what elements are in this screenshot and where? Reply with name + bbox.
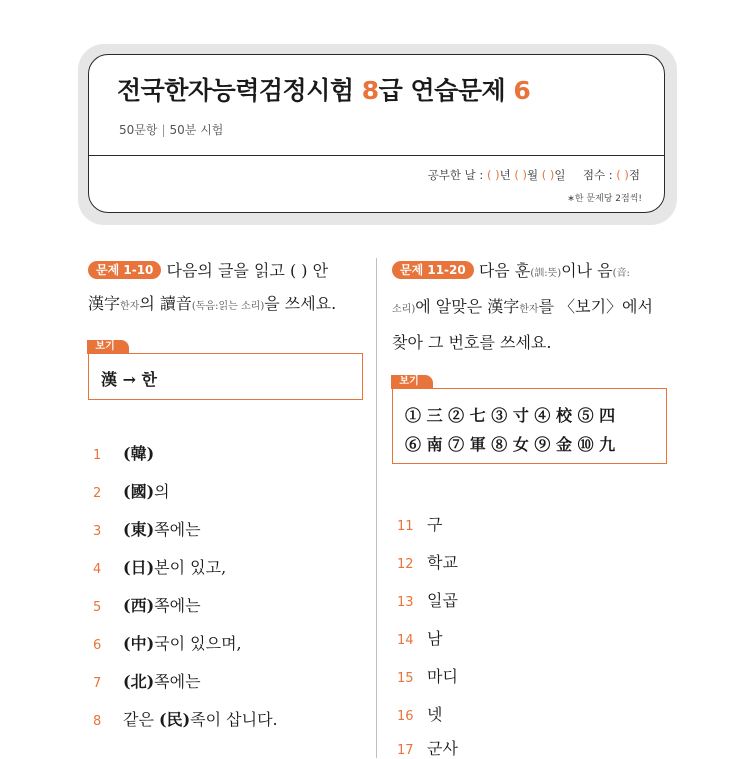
instruction-reading-gloss: (독음:읽는 소리) (191, 301, 265, 312)
question-item-4: 4 (日)본이 있고, (93, 558, 227, 577)
question-text: 학교 (427, 553, 458, 572)
day-label: 일 (554, 168, 566, 182)
question-hanja: (韓) (123, 444, 155, 463)
question-text: 일곱 (427, 591, 458, 610)
instruction-line-1a: 다음 훈 (478, 261, 531, 280)
question-badge-11-20: 문제 11-20 (392, 261, 474, 279)
example-text: 漢 → 한 (101, 370, 158, 389)
question-item-6: 6 (中)국이 있으며, (93, 634, 242, 653)
question-number: 4 (93, 562, 102, 577)
example-box-left (88, 341, 363, 400)
question-hanja: (東) (123, 520, 155, 539)
example-choices-row-2: ⑥ 南 ⑦ 軍 ⑧ 女 ⑨ 金 ⑩ 九 (405, 435, 616, 454)
points-note: ∗한 문제당 2점씩! (567, 194, 642, 204)
month-label: 월 (527, 168, 539, 182)
question-text: 마디 (427, 667, 458, 686)
title-practice: 연습문제 (410, 76, 506, 105)
question-item-1 (93, 441, 154, 464)
question-number: 6 (93, 638, 102, 653)
question-number: 8 (93, 714, 102, 729)
instruction-sound-gloss-end: 소리) (392, 304, 416, 315)
example-choices-row-1: ① 三 ② 七 ③ 寸 ④ 校 ⑤ 四 (405, 406, 616, 425)
instruction-sound-gloss: (音: (612, 268, 630, 279)
question-item-3: 3 (東)쪽에는 (93, 520, 201, 539)
question-number: 12 (397, 557, 414, 572)
question-1-10-instructions (88, 254, 373, 323)
score-field[interactable]: ( ) (616, 168, 629, 182)
question-item-16 (397, 702, 442, 725)
title-grade-suffix: 급 (378, 76, 403, 105)
question-hanja: (中) (123, 634, 155, 653)
question-number: 17 (397, 743, 414, 758)
question-number: 3 (93, 524, 102, 539)
question-item-17 (397, 736, 458, 759)
title-main: 전국한자능력검정시험 (117, 76, 354, 105)
question-text: 남 (427, 629, 443, 648)
instruction-hanja: 漢字 (487, 297, 520, 316)
question-item-12 (397, 550, 458, 573)
score-unit: 점 (628, 168, 640, 182)
instruction-meaning-gloss: (訓:뜻) (530, 268, 562, 279)
column-divider (376, 258, 377, 758)
year-field[interactable]: ( ) (486, 168, 500, 182)
question-hanja: (西) (123, 596, 155, 615)
question-hanja: (日) (123, 558, 155, 577)
instruction-particle: 의 (139, 294, 160, 313)
example-box-right (392, 376, 667, 464)
study-day-label: 공부한 날 : (427, 168, 484, 182)
instruction-line-1: 다음의 글을 읽고 ( ) 안 (166, 261, 329, 280)
question-badge-1-10: 문제 1-10 (88, 261, 161, 279)
month-field[interactable]: ( ) (514, 168, 528, 182)
question-item-5: 5 (西)쪽에는 (93, 596, 201, 615)
question-item-2: 2 (國)의 (93, 482, 170, 501)
question-hanja: (民) (159, 710, 191, 729)
question-text: 군사 (427, 739, 458, 758)
question-hanja: (國) (123, 482, 155, 501)
year-label: 년 (499, 168, 511, 182)
instruction-line-2b: 에 알맞은 (415, 297, 488, 316)
question-number: 14 (397, 633, 414, 648)
question-item-14 (397, 626, 442, 649)
question-text: 구 (427, 515, 443, 534)
instruction-line-2e: 를 〈보기〉에서 (538, 297, 653, 316)
question-item-11 (397, 512, 442, 535)
example-label: 보기 (391, 375, 432, 389)
question-item-13 (397, 588, 458, 611)
instruction-hanja: 漢字 (88, 294, 121, 313)
question-number: 1 (93, 448, 102, 463)
question-count: 50문항 (119, 123, 158, 137)
instruction-line-1c: 이나 음 (561, 261, 613, 280)
question-number: 11 (397, 519, 414, 534)
example-label: 보기 (87, 340, 128, 354)
instruction-reading: 讀音 (159, 294, 192, 313)
day-field[interactable]: ( ) (541, 168, 555, 182)
page-title (117, 71, 530, 107)
question-number: 16 (397, 709, 414, 724)
study-date-row (428, 167, 640, 183)
instruction-end: 을 쓰세요. (264, 294, 337, 313)
title-grade: 8 (361, 76, 379, 105)
header-divider (89, 155, 664, 156)
question-11-20-instructions (392, 254, 682, 359)
question-number: 15 (397, 671, 414, 686)
header-card (88, 54, 665, 213)
exam-info: 50문항 | 50분 시험 (119, 123, 224, 137)
question-number: 13 (397, 595, 414, 610)
question-number: 5 (93, 600, 102, 615)
instruction-hanja-gloss: 한자 (519, 304, 539, 315)
question-item-15 (397, 664, 458, 687)
title-set-number: 6 (513, 76, 531, 105)
exam-time: 50분 시험 (169, 123, 224, 137)
question-text: 넷 (427, 705, 443, 724)
instruction-hanja-gloss: 한자 (120, 301, 140, 312)
question-item-7: 7 (北)쪽에는 (93, 672, 201, 691)
instruction-line-3: 찾아 그 번호를 쓰세요. (392, 333, 552, 352)
question-number: 7 (93, 676, 102, 691)
score-label: 점수 : (582, 168, 613, 182)
question-hanja: (北) (123, 672, 155, 691)
question-number: 2 (93, 486, 102, 501)
question-item-8: 8 같은 (民)족이 삽니다. (93, 710, 278, 729)
